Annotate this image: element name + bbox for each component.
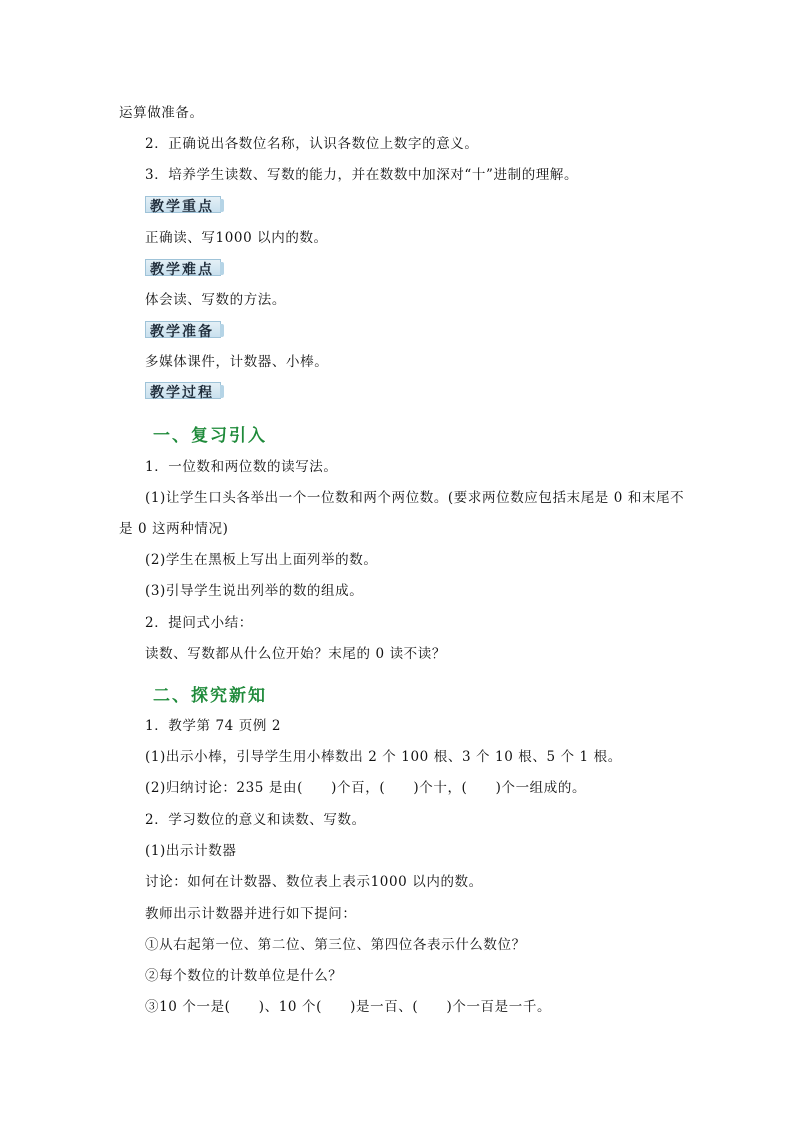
- section2-line-9: ②每个数位的计数单位是什么？: [145, 968, 343, 984]
- key-point-text: 正确读、写1000 以内的数。: [145, 230, 328, 246]
- section1-line-2b: 是 0 这两种情况): [119, 521, 229, 537]
- section2-line-10: ③10 个一是( )、10 个( )是一百、( )个一百是一千。: [145, 999, 552, 1015]
- badge-key-point: [145, 196, 221, 213]
- badge-preparation: [145, 321, 221, 338]
- section1-line-2a: (1)让学生口头各举出一个一位数和两个两位数。(要求两位数应包括末尾是 0 和末尾不: [145, 490, 685, 506]
- section2-line-7: 教师出示计数器并进行如下提问：: [145, 906, 357, 922]
- badge-process: [145, 382, 221, 399]
- section2-line-4: 2．学习数位的意义和读数、写数。: [145, 812, 366, 828]
- section2-line-2: (1)出示小棒，引导学生用小棒数出 2 个 100 根、3 个 10 根、5 个 1 根。: [145, 749, 622, 765]
- badge-preparation-label: 教学准备: [150, 324, 214, 340]
- section2-line-5: (1)出示计数器: [145, 843, 237, 859]
- section1-line-4: (3)引导学生说出列举的数的组成。: [145, 583, 364, 599]
- section2-line-3: (2)归纳讨论：235 是由( )个百，( )个十，( )个一组成的。: [145, 780, 587, 796]
- section1-line-6: 读数、写数都从什么位开始？末尾的 0 读不读？: [145, 646, 446, 662]
- section1-line-1: 1．一位数和两位数的读写法。: [145, 459, 338, 475]
- preparation-text: 多媒体课件，计数器、小棒。: [145, 354, 329, 370]
- badge-key-point-label: 教学重点: [150, 199, 214, 215]
- section-heading-explore: 二、探究新知: [153, 686, 267, 706]
- section2-line-6: 讨论：如何在计数器、数位表上表示1000 以内的数。: [145, 874, 483, 890]
- section2-line-1: 1．教学第 74 页例 2: [145, 718, 282, 734]
- intro-line-2: 2．正确说出各数位名称，认识各数位上数字的意义。: [145, 136, 479, 152]
- intro-line-1: 运算做准备。: [119, 105, 204, 121]
- section1-line-5: 2．提问式小结：: [145, 615, 253, 631]
- badge-difficulty: [145, 259, 221, 276]
- badge-process-label: 教学过程: [150, 385, 214, 401]
- intro-line-3: 3．培养学生读数、写数的能力，并在数数中加深对“十”进制的理解。: [145, 167, 579, 183]
- section1-line-3: (2)学生在黑板上写出上面列举的数。: [145, 552, 378, 568]
- section-heading-review: 一、复习引入: [153, 426, 267, 446]
- section2-line-8: ①从右起第一位、第二位、第三位、第四位各表示什么数位？: [145, 937, 526, 953]
- difficulty-text: 体会读、写数的方法。: [145, 292, 286, 308]
- badge-difficulty-label: 教学难点: [150, 262, 214, 278]
